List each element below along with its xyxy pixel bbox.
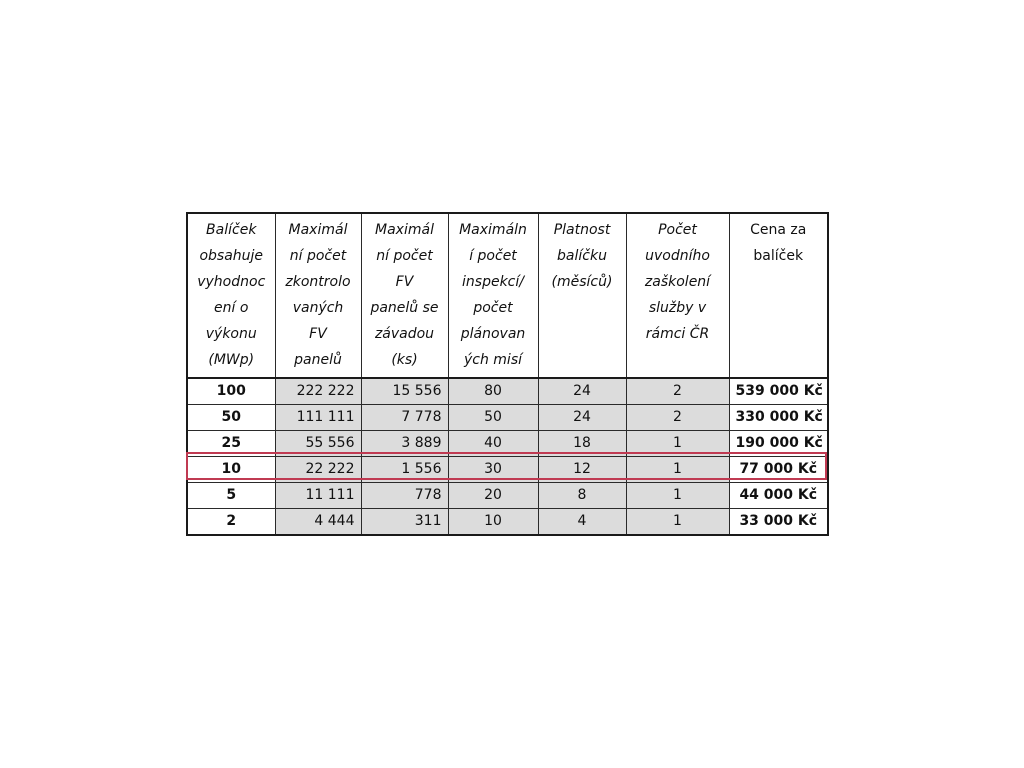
package-table-wrapper bbox=[186, 212, 827, 536]
header-training-count: Počet uvodního zaškolení služby v rámci ČR bbox=[626, 213, 729, 378]
cell-price: 33 000 Kč bbox=[729, 509, 828, 536]
table-row-highlighted bbox=[187, 457, 828, 483]
cell-validity: 24 bbox=[538, 405, 626, 431]
header-max-inspected-panels: Maximál ní počet zkontrolo vaných FV panelů bbox=[275, 213, 361, 378]
cell-training-count: 1 bbox=[626, 457, 729, 483]
cell-max-inspected-panels: 222 222 bbox=[275, 378, 361, 405]
cell-max-inspected-panels: 111 111 bbox=[275, 405, 361, 431]
cell-max-inspected-panels: 4 444 bbox=[275, 509, 361, 536]
cell-max-faulty-panels: 1 556 bbox=[361, 457, 448, 483]
cell-validity: 4 bbox=[538, 509, 626, 536]
cell-max-inspections: 10 bbox=[448, 509, 538, 536]
cell-max-faulty-panels: 15 556 bbox=[361, 378, 448, 405]
cell-validity: 18 bbox=[538, 431, 626, 457]
package-pricing-table bbox=[186, 212, 829, 536]
cell-price: 539 000 Kč bbox=[729, 378, 828, 405]
table-row bbox=[187, 378, 828, 405]
table-row bbox=[187, 405, 828, 431]
cell-max-faulty-panels: 3 889 bbox=[361, 431, 448, 457]
cell-max-inspections: 30 bbox=[448, 457, 538, 483]
cell-package-size: 25 bbox=[187, 431, 275, 457]
cell-price: 77 000 Kč bbox=[729, 457, 828, 483]
cell-max-inspected-panels: 55 556 bbox=[275, 431, 361, 457]
cell-max-inspected-panels: 22 222 bbox=[275, 457, 361, 483]
cell-package-size: 5 bbox=[187, 483, 275, 509]
cell-validity: 12 bbox=[538, 457, 626, 483]
cell-package-size: 10 bbox=[187, 457, 275, 483]
cell-max-faulty-panels: 778 bbox=[361, 483, 448, 509]
cell-max-inspections: 40 bbox=[448, 431, 538, 457]
cell-max-inspections: 80 bbox=[448, 378, 538, 405]
header-max-inspections: Maximáln í počet inspekcí/ počet plánovan ých misí bbox=[448, 213, 538, 378]
cell-package-size: 50 bbox=[187, 405, 275, 431]
cell-training-count: 2 bbox=[626, 405, 729, 431]
cell-training-count: 1 bbox=[626, 483, 729, 509]
header-package-size: Balíček obsahuje vyhodnoc ení o výkonu (MWp) bbox=[187, 213, 275, 378]
cell-training-count: 2 bbox=[626, 378, 729, 405]
cell-validity: 8 bbox=[538, 483, 626, 509]
table-row bbox=[187, 431, 828, 457]
cell-validity: 24 bbox=[538, 378, 626, 405]
header-validity: Platnost balíčku (měsíců) bbox=[538, 213, 626, 378]
cell-max-inspected-panels: 11 111 bbox=[275, 483, 361, 509]
header-row bbox=[187, 213, 828, 378]
cell-max-inspections: 50 bbox=[448, 405, 538, 431]
cell-package-size: 100 bbox=[187, 378, 275, 405]
cell-max-faulty-panels: 7 778 bbox=[361, 405, 448, 431]
header-max-faulty-panels: Maximál ní počet FV panelů se závadou (ks) bbox=[361, 213, 448, 378]
cell-training-count: 1 bbox=[626, 509, 729, 536]
cell-training-count: 1 bbox=[626, 431, 729, 457]
cell-max-inspections: 20 bbox=[448, 483, 538, 509]
cell-price: 330 000 Kč bbox=[729, 405, 828, 431]
cell-package-size: 2 bbox=[187, 509, 275, 536]
table-row bbox=[187, 509, 828, 536]
table-row bbox=[187, 483, 828, 509]
cell-price: 190 000 Kč bbox=[729, 431, 828, 457]
cell-max-faulty-panels: 311 bbox=[361, 509, 448, 536]
header-price: Cena za balíček bbox=[729, 213, 828, 378]
cell-price: 44 000 Kč bbox=[729, 483, 828, 509]
